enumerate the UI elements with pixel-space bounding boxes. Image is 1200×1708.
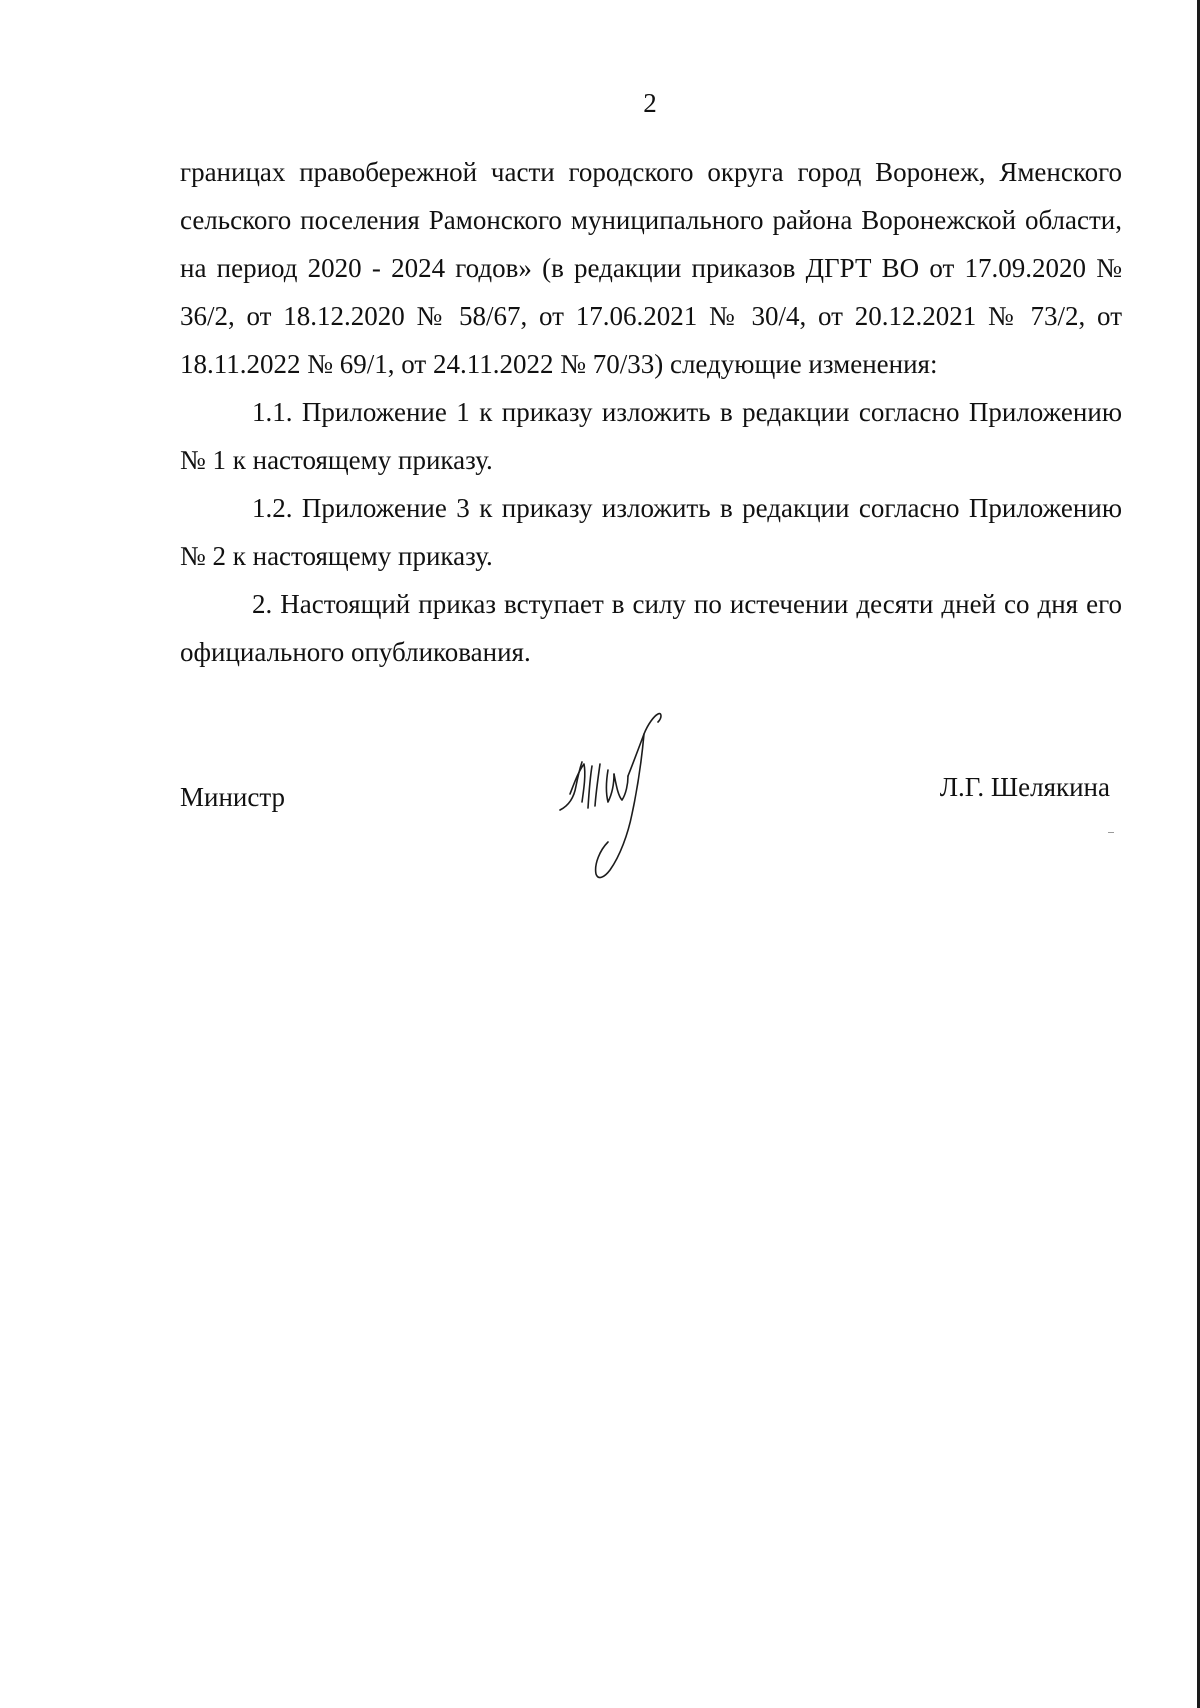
paragraph-item-1-2: 1.2. Приложение 3 к приказу изложить в редакции согласно Приложению № 2 к настоящему приказу. <box>180 493 1122 571</box>
scan-mark <box>1108 832 1114 833</box>
signatory-name: Л.Г. Шелякина <box>939 772 1110 802</box>
paragraph-item-2: 2. Настоящий приказ вступает в силу по истечении десяти дней со дня его официального опубликования. <box>180 589 1122 667</box>
page-number: 2 <box>643 88 657 118</box>
handwritten-signature <box>548 710 698 890</box>
paragraph-item-1-1: 1.1. Приложение 1 к приказу изложить в редакции согласно Приложению № 1 к настоящему приказу. <box>180 397 1122 475</box>
document-body <box>180 148 1122 676</box>
signatory-position: Министр <box>180 782 285 812</box>
paragraph-intro: границах правобережной части городского округа город Воронеж, Яменского сельского поселения Рамонского муниципального района Воронежской области, на период 2020 - 2024 годов» (в редакции приказов ДГРТ ВО от 17.09.2020 № 36/2, от 18.12.2020 № 58/67, от 17.06.2021 № 30/4, от 20.12.2021 № 73/2, от 18.11.2022 № 69/1, от 24.11.2022 № 70/33) следующие изменения: <box>180 157 1122 379</box>
